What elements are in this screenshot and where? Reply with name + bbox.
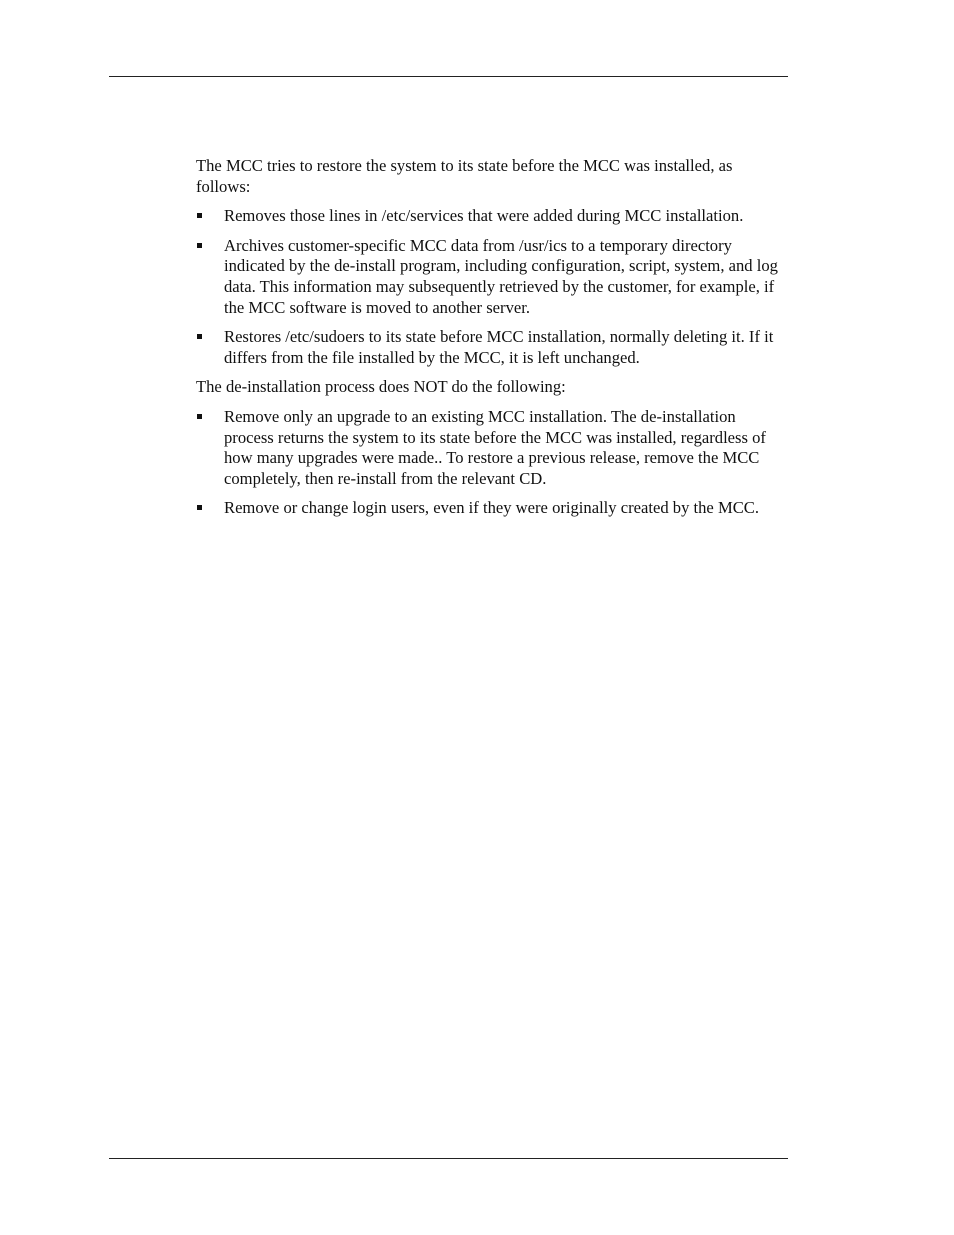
list-item (196, 407, 788, 489)
square-bullet-icon (197, 213, 202, 218)
intro-paragraph: The MCC tries to restore the system to its state before the MCC was installed, as follows: (196, 156, 733, 196)
list-item (196, 206, 788, 227)
square-bullet-icon (197, 243, 202, 248)
square-bullet-icon (197, 334, 202, 339)
header-rule (109, 76, 788, 77)
not-done-list (196, 407, 788, 519)
restore-list (196, 206, 788, 368)
list-item (196, 327, 788, 368)
list-item-text: Restores /etc/sudoers to its state before MCC installation, normally deleting it. If it differs from the file installed by the MCC, it is left unchanged. (224, 327, 774, 367)
page-body (196, 156, 788, 519)
list-item (196, 498, 788, 519)
list-item (196, 236, 788, 318)
footer-rule (109, 1158, 788, 1159)
list-item-text: Remove or change login users, even if they were originally created by the MCC. (224, 498, 759, 518)
square-bullet-icon (197, 505, 202, 510)
square-bullet-icon (197, 414, 202, 419)
not-done-paragraph: The de-installation process does NOT do the following: (196, 377, 566, 397)
list-item-text: Remove only an upgrade to an existing MCC installation. The de-installation process returns the system to its state before the MCC was installed, regardless of how many upgrades were made.. To restore a previous release, remove the MCC completely, then re-install from the relevant CD. (224, 406, 766, 488)
list-item-text: Archives customer-specific MCC data from /usr/ics to a temporary directory indicated by the de-install program, including configuration, script, system, and log data. This information may subsequently retrieved by the customer, for example, if the MCC software is moved to another server. (224, 235, 778, 317)
list-item-text: Removes those lines in /etc/services that were added during MCC installation. (224, 206, 744, 226)
